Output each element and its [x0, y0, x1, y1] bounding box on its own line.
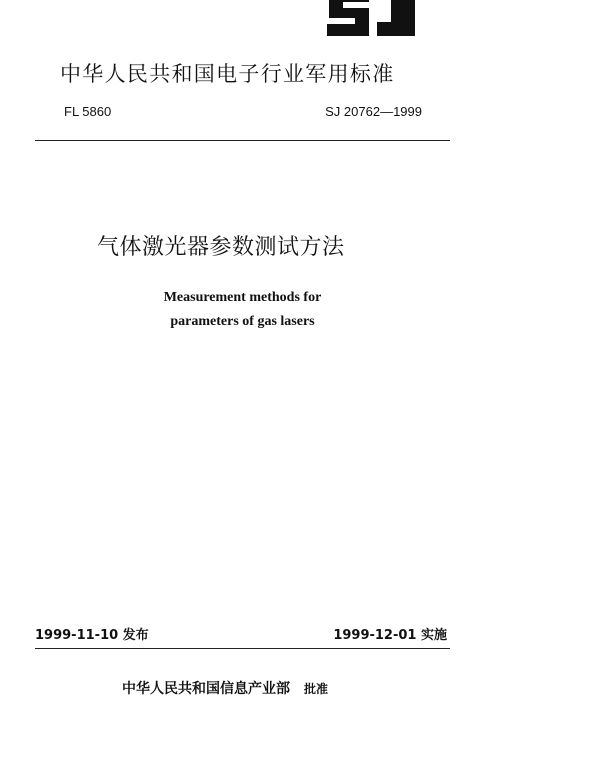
english-title-line-2: parameters of gas lasers: [170, 314, 315, 329]
english-title-line-1: Measurement methods for: [163, 290, 322, 305]
standard-organization-title: 中华人民共和国电子行业军用标准: [60, 62, 395, 86]
date-row: [35, 624, 450, 642]
document-title-chinese: 气体激光器参数测试方法: [97, 235, 345, 260]
approving-authority: 中华人民共和国信息产业部: [122, 681, 290, 697]
approval-action: 批准: [304, 682, 329, 696]
document-title-english: [100, 286, 385, 334]
implementation-date: 1999-12-01 实施: [333, 628, 447, 643]
standard-number: SJ 20762—1999: [325, 104, 422, 119]
sj-logo: [325, 0, 417, 36]
approval-line: [122, 678, 328, 698]
logo-letter-j: [377, 0, 415, 36]
classification-code: FL 5860: [64, 104, 112, 119]
header-divider: [35, 140, 450, 141]
footer-divider: [35, 648, 450, 649]
issue-date: 1999-11-10 发布: [35, 628, 149, 643]
code-row: [64, 104, 422, 122]
logo-letter-s: [327, 0, 369, 36]
